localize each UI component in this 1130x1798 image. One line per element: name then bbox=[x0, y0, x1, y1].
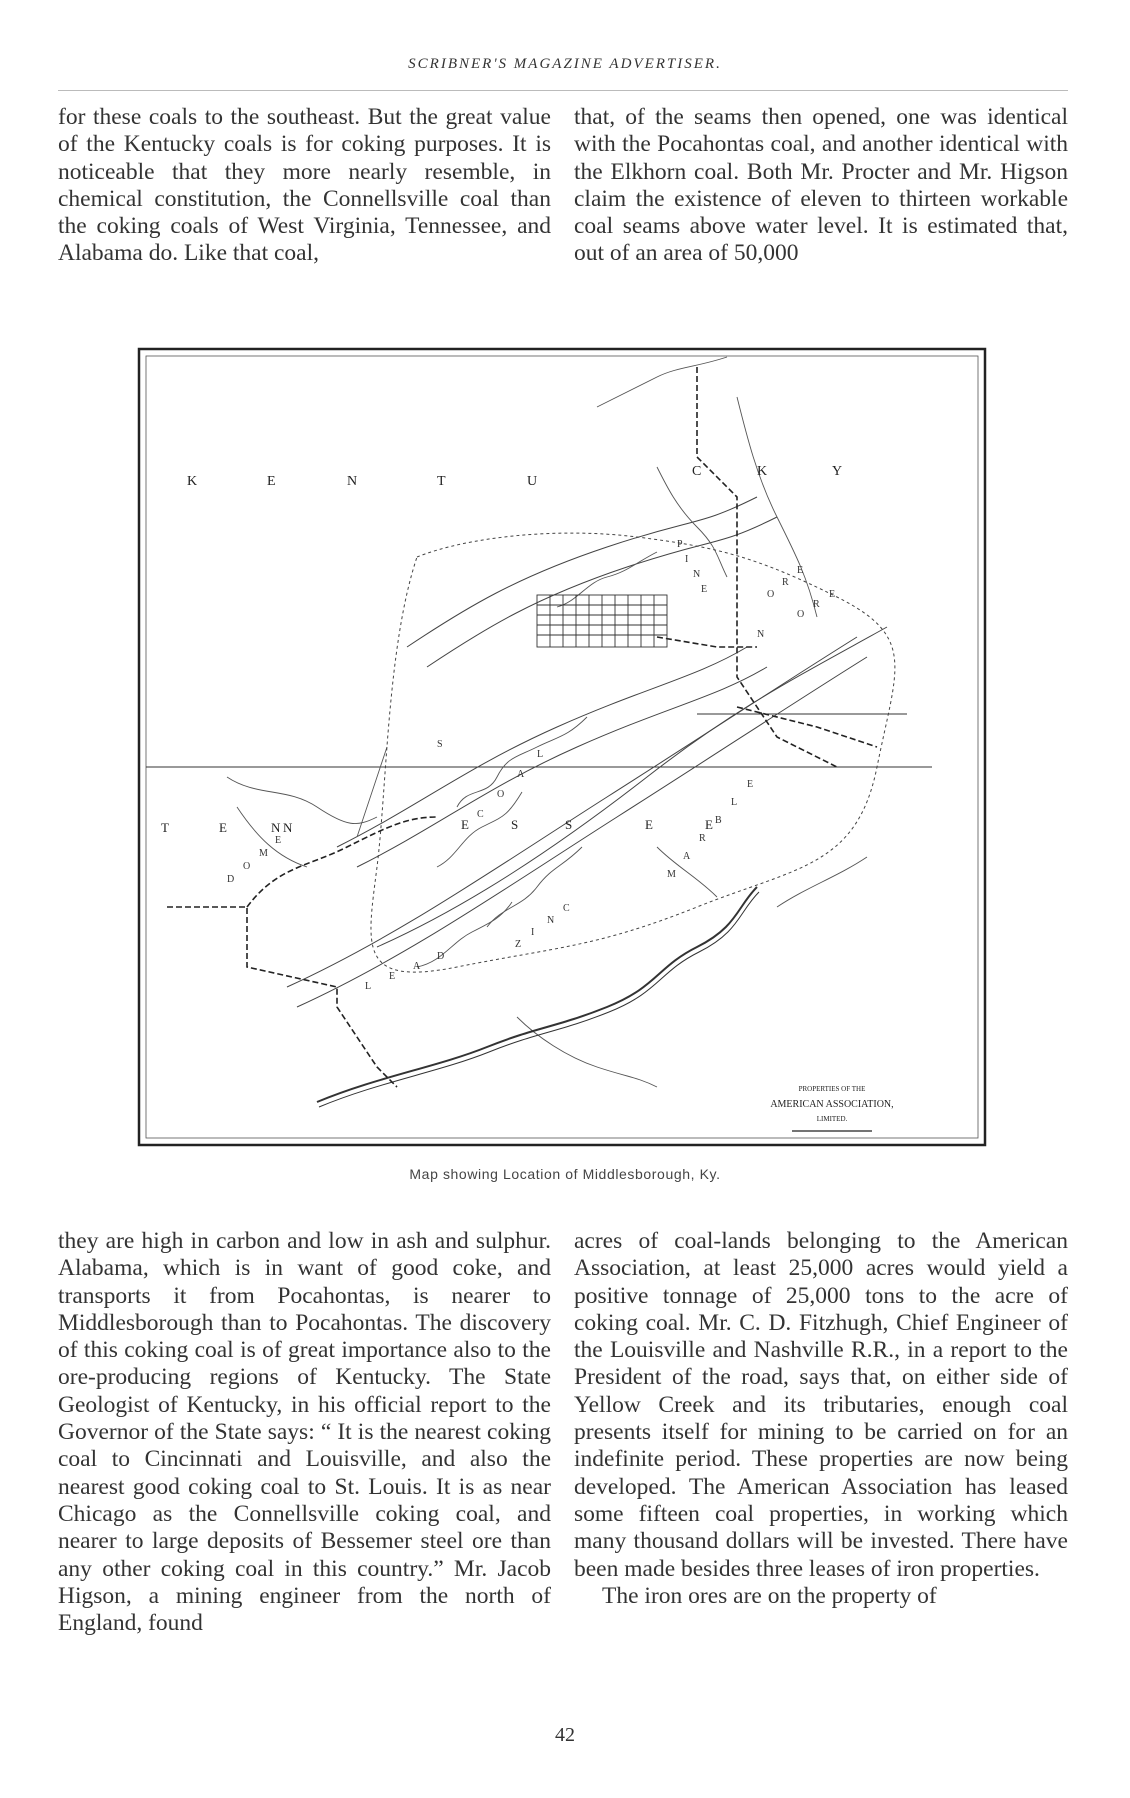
paragraph: for these coals to the southeast. But the great value of the Kentucky coals is for coking purposes. It is noticeable that they more nearly resemble, in chemical constitution, the Connellsville coal than the coking coals of West Virginia, Tennessee, and Alabama do. Like that coal, bbox=[58, 104, 551, 267]
article-column-top-left bbox=[58, 104, 551, 268]
map-frame bbox=[139, 349, 985, 1145]
map-letter: K bbox=[187, 474, 198, 489]
map-letter: S bbox=[437, 739, 443, 750]
map-letter: E bbox=[747, 779, 754, 790]
map-letter: L bbox=[731, 797, 738, 808]
map-letter: T bbox=[437, 474, 446, 489]
map-letter: L bbox=[365, 981, 372, 992]
paragraph: The iron ores are on the property of bbox=[602, 1582, 937, 1609]
map-letter: E bbox=[219, 820, 227, 835]
map-letter: Z bbox=[515, 939, 522, 950]
map-letter: R bbox=[813, 599, 820, 610]
map-letter: E bbox=[275, 835, 282, 846]
map-letter: S bbox=[565, 817, 573, 832]
map-letter: R bbox=[699, 833, 706, 844]
map-letter: U bbox=[527, 474, 538, 489]
paragraph: they are high in carbon and low in ash and sulphur. Alabama, which is in want of good coke, and transports it from Pocahontas, is nearer to Middlesborough than to Pocahontas. The discovery of this coking coal is of great importance also to the ore-producing regions of Kentucky. The State Geologist of Kentucky, in his official report to the Governor of the State says: “ It is the nearest coking coal to Cincinnati and Louisville, and also the nearest good coking coal to St. Louis. It is as near Chicago as the Connellsville coking coal, and nearer to large deposits of Bessemer steel ore than any other coking coal in this country.” Mr. Jacob Higson, a mining engineer from the north of England, found bbox=[58, 1228, 551, 1637]
map-figure bbox=[137, 347, 987, 1147]
map-letter: M bbox=[259, 848, 268, 859]
legend-line: LIMITED. bbox=[816, 1115, 848, 1123]
map-letter: E bbox=[389, 971, 396, 982]
map-letter: O bbox=[243, 861, 251, 872]
map-letter: E bbox=[705, 817, 713, 832]
map-letter: I bbox=[531, 927, 535, 938]
map-letter: E bbox=[829, 589, 836, 600]
legend-line: AMERICAN ASSOCIATION, bbox=[770, 1099, 894, 1110]
paragraph: that, of the seams then opened, one was identical with the Pocahontas coal, and another identical with the Elkhorn coal. Both Mr. Procter and Mr. Higson claim the existence of eleven to thirteen workable coal seams above water level. It is estimated that, out of an area of 50,000 bbox=[574, 104, 1068, 267]
map-letter: C bbox=[692, 464, 702, 479]
map-letter: E bbox=[701, 584, 708, 595]
map-letter: P bbox=[677, 539, 683, 550]
article-column-bottom-right bbox=[574, 1228, 1068, 1610]
map-letter: C bbox=[563, 903, 570, 914]
map-letter: O bbox=[497, 789, 505, 800]
map-letter: I bbox=[685, 554, 689, 565]
page-number: 42 bbox=[555, 1724, 575, 1746]
map-letter: B bbox=[715, 815, 722, 826]
running-header: SCRIBNER'S MAGAZINE ADVERTISER. bbox=[408, 56, 722, 72]
map-letter: T bbox=[161, 820, 169, 835]
map-letter: E bbox=[645, 817, 653, 832]
map-letter: M bbox=[667, 869, 676, 880]
map-letter: S bbox=[511, 817, 519, 832]
map-letter: C bbox=[477, 809, 484, 820]
legend-line: PROPERTIES OF THE bbox=[798, 1085, 866, 1093]
header-rule bbox=[58, 90, 1068, 91]
map-letter: N bbox=[693, 569, 701, 580]
map-letter: Y bbox=[832, 464, 843, 479]
map-letter: N bbox=[547, 915, 555, 926]
map-letter: A bbox=[683, 851, 691, 862]
map-letter: N bbox=[271, 820, 281, 835]
figure-caption: Map showing Location of Middlesborough, Ky. bbox=[409, 1166, 721, 1182]
paragraph: acres of coal-lands belonging to the American Association, at least 25,000 acres would yield a positive tonnage of 25,000 tons to the acre of coking coal. Mr. C. D. Fitzhugh, Chief Engineer of the Louisville and Nashville R.R., in a report to the President of the road, says that, on either side of Yellow Creek and its tributaries, enough coal presents itself for mining to be carried on for an indefinite period. These properties are now being developed. The American Association has leased some fifteen coal properties, in working which many thousand dollars will be invested. There have been made besides three leases of iron properties. bbox=[574, 1228, 1068, 1582]
map-letter: R bbox=[782, 577, 789, 588]
map-letter: O bbox=[797, 609, 805, 620]
map-letter: A bbox=[517, 769, 525, 780]
map-letter: E bbox=[797, 565, 804, 576]
map-letter: A bbox=[413, 961, 421, 972]
map-letter: N bbox=[283, 820, 293, 835]
map-letter: N bbox=[347, 474, 358, 489]
map-letter: K bbox=[757, 464, 768, 479]
map-letter: D bbox=[227, 874, 235, 885]
article-column-top-right bbox=[574, 104, 1068, 268]
map-letter: D bbox=[437, 951, 445, 962]
map-illustration bbox=[137, 347, 987, 1147]
map-letter: E bbox=[267, 474, 276, 489]
article-column-bottom-left bbox=[58, 1228, 551, 1637]
map-letter: O bbox=[767, 589, 775, 600]
map-letter: L bbox=[537, 749, 544, 760]
map-letter: N bbox=[757, 629, 765, 640]
map-letter: E bbox=[461, 817, 469, 832]
